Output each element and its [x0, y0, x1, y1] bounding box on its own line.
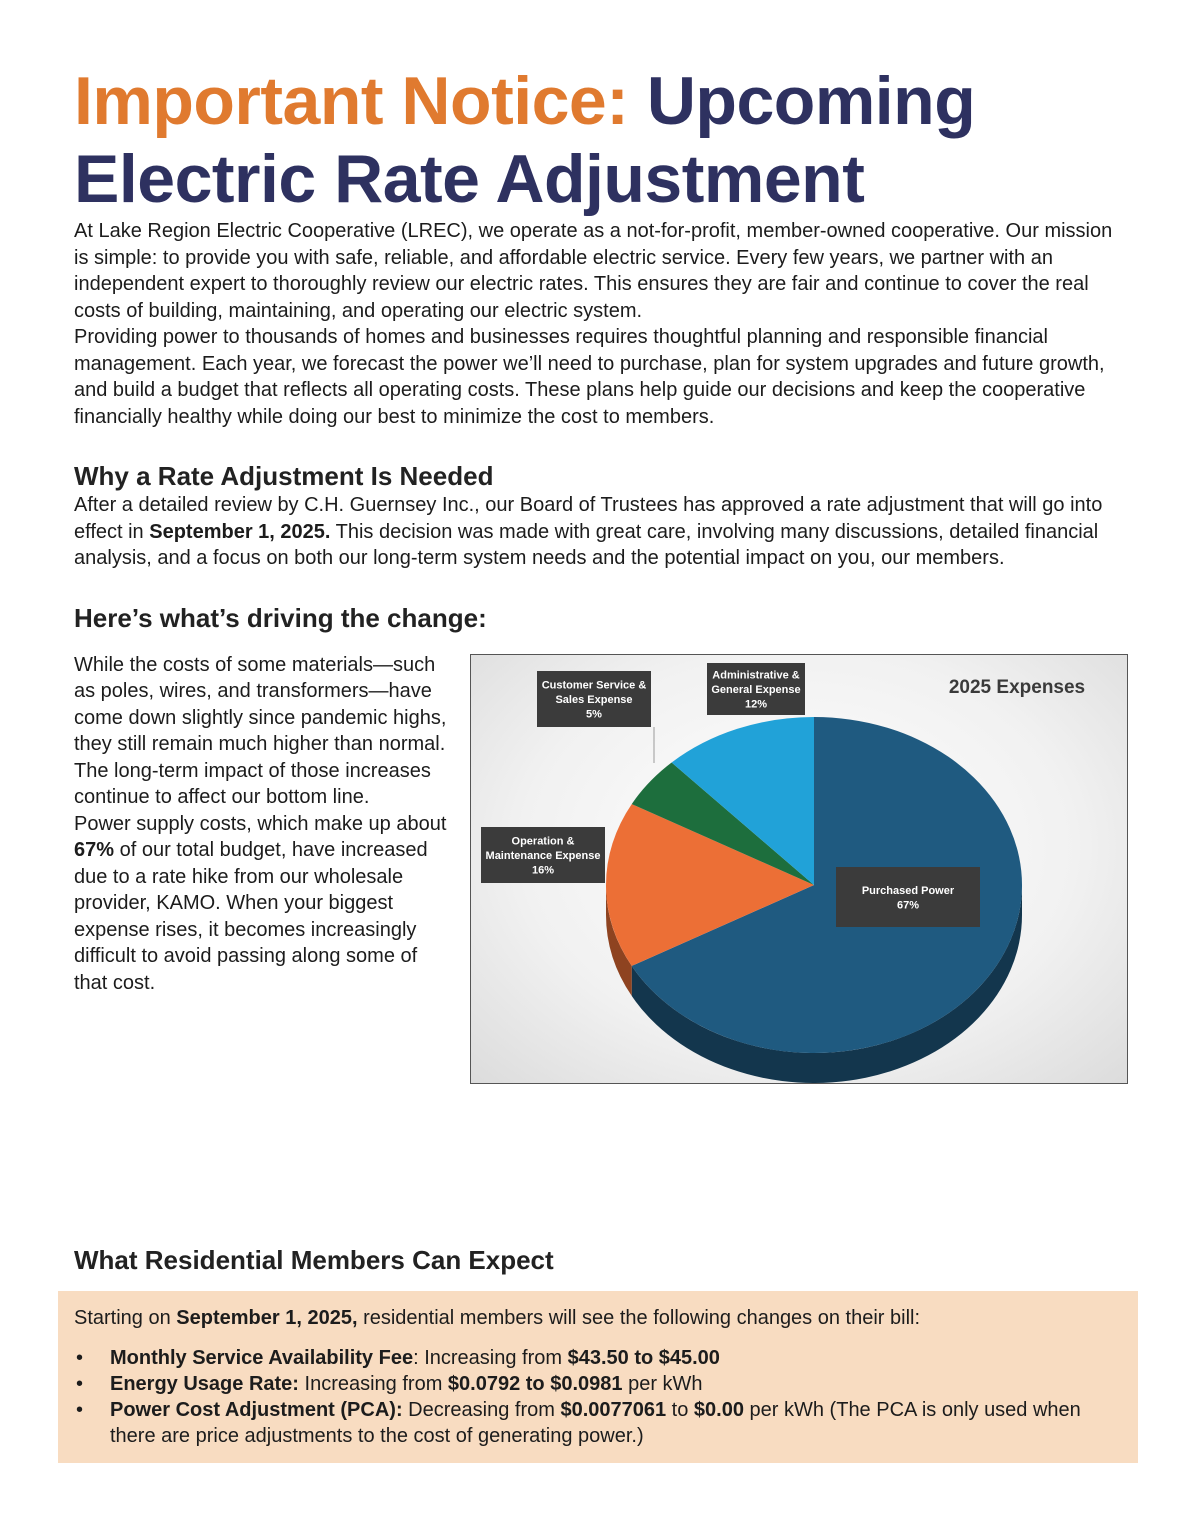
power-supply-paragraph	[74, 811, 454, 997]
slice-label-text: Administrative &	[712, 669, 800, 681]
slice-label-text: 67%	[896, 898, 920, 911]
slice-label-text: Maintenance Expense	[485, 849, 601, 862]
expect-intro-after: residential members will see the following changes on their bill:	[357, 1307, 921, 1329]
intro-paragraph-2: Providing power to thousands of homes and businesses requires thoughtful planning and responsible financial management. Each year, we forecast the power we’ll need to purchase, plan for system upgrades and future growth, and build a budget that reflects all operating costs. These plans help guide our decisions and keep the cooperative financially healthy while doing our best to minimize the cost to members.	[74, 326, 1105, 428]
title-notice: Important Notice:	[74, 63, 629, 139]
item-value: $43.50 to $45.00	[567, 1347, 720, 1369]
why-heading: Why a Rate Adjustment Is Needed	[74, 461, 494, 491]
slice-label-box	[836, 867, 980, 927]
power-percent: 67%	[74, 839, 115, 861]
chart-title: 2025 Expenses	[948, 676, 1086, 698]
list-item	[74, 1345, 1100, 1371]
title-main: Upcoming Electric Rate Adjustment	[74, 63, 976, 217]
driving-heading: Here’s what’s driving the change:	[74, 602, 487, 633]
driving-text	[74, 652, 454, 997]
why-text-after: This decision was made with great care, involving many discussions, detailed financial analysis, and a focus on both our long-term system needs and the potential impact on you, our members.	[74, 520, 1099, 569]
expect-intro-before: Starting on	[74, 1307, 177, 1329]
item-value: $0.0792 to $0.0981	[447, 1373, 623, 1395]
item-text: : Increasing from	[413, 1347, 568, 1369]
expect-date: September 1, 2025,	[176, 1307, 358, 1329]
slice-label-text: 16%	[531, 864, 555, 876]
item-value: $0.0077061	[560, 1399, 667, 1421]
list-item	[74, 1371, 1100, 1397]
materials-paragraph: While the costs of some materials—such as poles, wires, and transformers—have come down slightly since pandemic highs, they still remain much higher than normal. The long-term impact of those increases continue to affect our bottom line.	[74, 653, 447, 808]
item-label: Energy Usage Rate:	[110, 1373, 299, 1395]
item-label: Monthly Service Availability Fee	[110, 1347, 414, 1369]
intro-paragraph-1: At Lake Region Electric Cooperative (LREC), we operate as a not-for-profit, member-owned cooperative. Our mission is simple: to provide you with safe, reliable, and affordable electric service. Every few years, we partner with an independent expert to thoroughly review our electric rates. This ensures they are fair and continue to cover the real costs of building, maintaining, and operating our electric system.	[74, 220, 1113, 322]
expenses-chart	[470, 654, 1128, 1084]
rate-changes-list	[74, 1345, 1122, 1449]
expect-heading: What Residential Members Can Expect	[74, 1245, 554, 1275]
item-text: to	[666, 1399, 694, 1421]
pie-chart-svg	[471, 655, 1127, 1083]
power-text-after: of our total budget, have increased due to a rate hike from our wholesale provider, KAMO. When your biggest expense rises, it becomes increasingly difficult to avoid passing along some of that cost.	[74, 839, 428, 994]
item-tail: per kWh	[622, 1373, 703, 1395]
effective-date: September 1, 2025.	[149, 520, 331, 543]
item-text: Increasing from	[298, 1373, 448, 1395]
slice-label-text: 5%	[586, 708, 602, 720]
item-label: Power Cost Adjustment (PCA):	[110, 1399, 403, 1421]
slice-label-text: Operation &	[511, 835, 575, 847]
item-tail: per kWh (The PCA is only used when there are price adjustments to the cost of generating power.)	[110, 1399, 1081, 1447]
expect-intro	[74, 1305, 1122, 1331]
slice-label-text: General Expense	[711, 683, 801, 696]
why-text-before: After a detailed review by C.H. Guernsey Inc., our Board of Trustees has approved a rate adjustment that will go into effect in	[74, 494, 1103, 543]
slice-label-text: Purchased Power	[861, 884, 955, 897]
power-text-before: Power supply costs, which make up about	[74, 812, 447, 835]
slice-label-text: Customer Service &	[541, 679, 647, 691]
list-item	[74, 1397, 1100, 1449]
slice-label-text: Sales Expense	[555, 693, 633, 706]
why-paragraph	[74, 492, 1130, 572]
page-title	[74, 62, 1130, 218]
expect-box	[58, 1291, 1138, 1463]
driving-section	[74, 652, 1130, 1132]
slice-label-text: 12%	[744, 698, 768, 710]
item-value: $0.00	[693, 1399, 744, 1421]
item-text: Decreasing from	[402, 1399, 561, 1421]
